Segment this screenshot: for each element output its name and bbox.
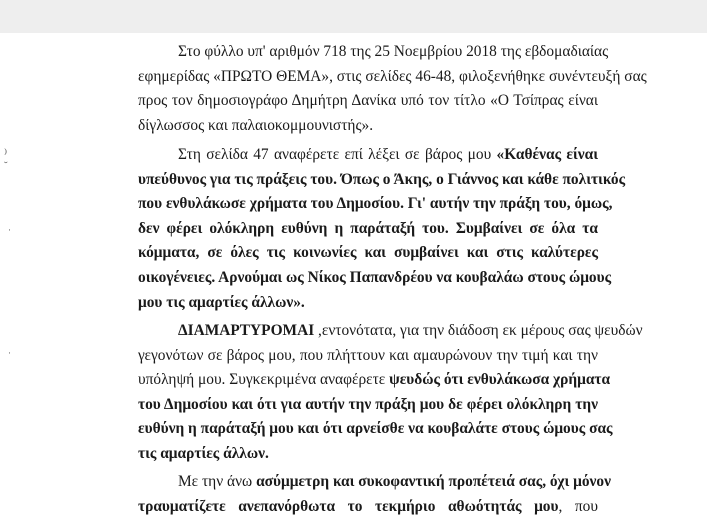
text-line: ,εντονότατα, για την διάδοση εκ μέρους σας ψευδών bbox=[314, 322, 643, 339]
emphasis-line: τις αμαρτίες άλλων. bbox=[138, 444, 269, 462]
quote-line: υπεύθυνος για τις πράξεις του. Όπως ο Άκης, ο Γιάννος και κάθε πολιτικός bbox=[138, 170, 626, 188]
text-line: Με την άνω bbox=[178, 473, 253, 490]
quote-line: που ενθυλάκωσε χρήματα του Δημοσίου. Γι' αυτήν την πράξη του, όμως, bbox=[138, 195, 613, 213]
text-line: , που bbox=[558, 497, 598, 515]
margin-dot-icon: · bbox=[8, 348, 11, 358]
emphasis-text: ψευδώς ότι ενθυλάκωσα χρήματα bbox=[389, 371, 611, 389]
text-line: γεγονότων σε βάρος μου, που πλήττουν και αμαυρώνουν την τιμή και την bbox=[138, 346, 598, 364]
emphasis-text: τραυματίζετε ανεπανόρθωτα το τεκμήριο αθωότητάς μου bbox=[138, 497, 559, 515]
quote-line: κόμματα, σε όλες τις κοινωνίες και συμβαίνει και στις καλύτερες bbox=[138, 244, 598, 262]
emphasis-line: ευθύνη η παράταξή μου και ότι αρνείσθε να κουβαλάτε στους ώμους σας bbox=[138, 420, 613, 438]
emphasis-line: του Δημοσίου και ότι για αυτήν την πράξη μου δε φέρει ολόκληρη την bbox=[138, 395, 598, 413]
paragraph-3 bbox=[138, 319, 643, 467]
paragraph-2 bbox=[138, 143, 626, 315]
text-line: Στη σελίδα 47 αναφέρετε επί λέξει σε βάρος μου bbox=[178, 146, 492, 163]
quote-text: «Καθένας είναι bbox=[496, 146, 598, 163]
quote-line: δεν φέρει ολόκληρη ευθύνη η παράταξή του. Συμβαίνει σε όλα τα bbox=[138, 219, 598, 237]
text-line: εφημερίδας «ΠΡΩΤΟ ΘΕΜΑ», στις σελίδες 46-48, φιλοξενήθηκε συνέντευξή σας bbox=[138, 67, 647, 85]
text-line: Στο φύλλο υπ' αριθμόν 718 της 25 Νοεμβρίου 2018 της εβδομαδιαίας bbox=[178, 43, 609, 60]
quote-end: . bbox=[300, 293, 305, 311]
paragraph-4 bbox=[138, 470, 611, 519]
margin-dot-icon: · bbox=[8, 225, 11, 235]
paragraph-1 bbox=[138, 40, 647, 138]
quote-line: οικογένειες. Αρνούμαι ως Νίκος Παπανδρέου να κουβαλάω στους ώμους bbox=[138, 268, 612, 286]
margin-mark-icon: ⁾ bbox=[4, 146, 8, 161]
protest-heading: ΔΙΑΜΑΡΤΥΡΟΜΑΙ bbox=[178, 322, 315, 339]
emphasis-text: ασύμμετρη και συκοφαντική προπέτειά σας, όχι μόνον bbox=[256, 473, 611, 490]
text-line: υπόληψή μου. Συγκεκριμένα αναφέρετε bbox=[138, 371, 386, 389]
text-line: δίγλωσσος και παλαιοκομμουνιστής». bbox=[138, 116, 374, 134]
margin-mark-icon: ˘ bbox=[4, 160, 8, 172]
quote-line: μου τις αμαρτίες άλλων» bbox=[138, 293, 301, 311]
viewer-top-bar bbox=[0, 0, 707, 33]
text-line: προς τον δημοσιογράφο Δημήτρη Δανίκα υπό τον τίτλο «Ο Τσίπρας είναι bbox=[138, 92, 598, 110]
